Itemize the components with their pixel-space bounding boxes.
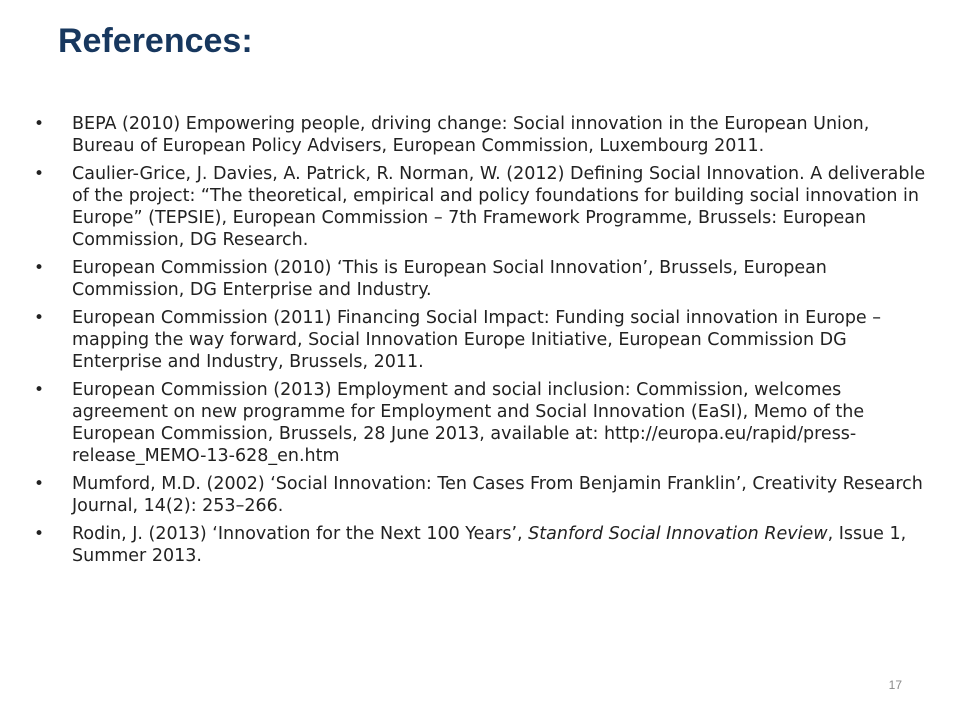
journal-title: Stanford Social Innovation Review [528, 524, 828, 544]
bullet-icon: • [34, 380, 45, 400]
reference-item [30, 113, 930, 157]
reference-text: European Commission (2010) ‘This is European Social Innovation’, Brussels, European Commission, DG Enterprise and Industry. [72, 258, 827, 300]
bullet-icon: • [34, 114, 45, 134]
reference-text: European Commission (2011) Financing Social Impact: Funding social innovation in Europe – mapping the way forward, Social Innovation Europe Initiative, European Commission DG Enterprise and Industry, Brussels, 2011. [72, 308, 882, 372]
reference-text-start: Rodin, J. (2013) ‘Innovation for the Next 100 Years’, [72, 524, 529, 544]
reference-item [30, 523, 930, 567]
reference-text: European Commission (2013) Employment and social inclusion: Commission, welcomes agreement on new programme for Employment and Social Innovation (EaSI), Memo of the European Commission, Brussels, 28 June 2013, available at: http://europa.eu/rapid/press-release_MEMO-13-628_en.htm [72, 380, 865, 466]
reference-item [30, 379, 930, 467]
bullet-icon: • [34, 164, 45, 184]
reference-item [30, 473, 930, 517]
reference-text: BEPA (2010) Empowering people, driving change: Social innovation in the European Union, Bureau of European Policy Advisers, European Commission, Luxembourg 2011. [72, 114, 870, 156]
reference-text-end: , Issue 1, Summer 2013. [72, 524, 907, 566]
page-title: References: [58, 22, 253, 60]
bullet-icon: • [34, 308, 45, 328]
bullet-icon: • [34, 258, 45, 278]
reference-item [30, 163, 930, 251]
reference-item [30, 257, 930, 301]
bullet-icon: • [34, 474, 45, 494]
reference-text: Caulier-Grice, J. Davies, A. Patrick, R. Norman, W. (2012) Defining Social Innovation. A deliverable of the project: “The theoretical, empirical and policy foundations for building social innovation in Europe” (TEPSIE), European Commission – 7th Framework Programme, Brussels: European Commission, DG Research. [72, 164, 926, 250]
page-number: 17 [888, 678, 902, 692]
reference-item [30, 307, 930, 373]
bullet-icon: • [34, 524, 45, 544]
reference-text: Mumford, M.D. (2002) ‘Social Innovation: Ten Cases From Benjamin Franklin’, Creativity Research Journal, 14(2): 253–266. [72, 474, 923, 516]
reference-list [30, 113, 930, 573]
